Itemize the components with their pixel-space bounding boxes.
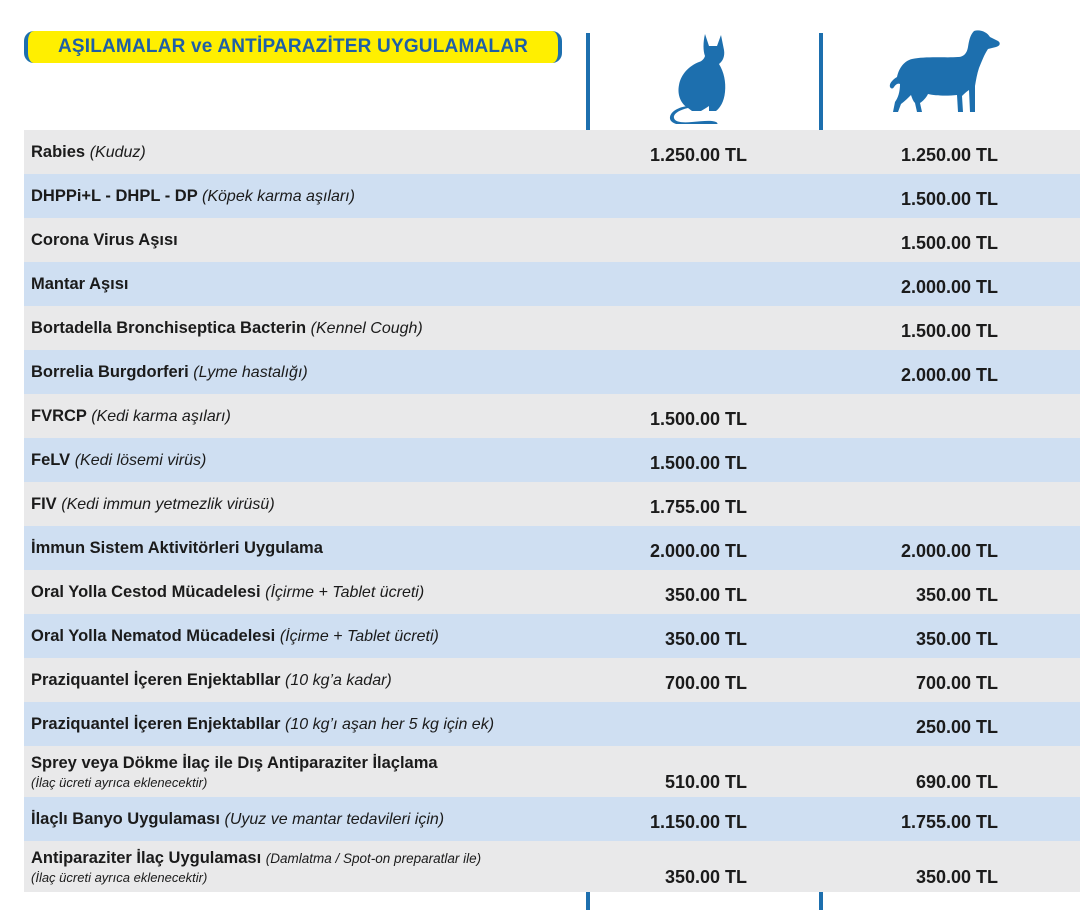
table-row <box>24 306 1080 350</box>
price-dog: 700.00 TL <box>915 673 998 693</box>
table-row <box>24 482 1080 526</box>
table-row <box>24 841 1080 892</box>
service-name: FVRCP <box>31 406 87 425</box>
table-row <box>24 746 1080 797</box>
price-dog: 350.00 TL <box>915 585 998 605</box>
price-table <box>24 130 1080 892</box>
price-cat: 1.500.00 TL <box>649 453 747 473</box>
service-line <box>31 810 591 829</box>
service-name: Borrelia Burgdorferi <box>31 362 189 381</box>
table-row <box>24 658 1080 702</box>
price-dog: 1.755.00 TL <box>900 812 998 832</box>
service-description <box>31 702 591 746</box>
table-row <box>24 394 1080 438</box>
service-note: (Kennel Cough) <box>310 319 423 337</box>
price-dog: 1.500.00 TL <box>900 189 998 209</box>
service-note: (Damlatma / Spot-on preparatlar ile) <box>265 850 482 866</box>
service-line <box>31 407 591 426</box>
table-row <box>24 438 1080 482</box>
service-description <box>31 797 591 841</box>
price-cat: 1.500.00 TL <box>649 409 747 429</box>
service-line <box>31 754 591 773</box>
table-row <box>24 350 1080 394</box>
price-dog: 350.00 TL <box>915 867 998 887</box>
price-dog: 2.000.00 TL <box>900 365 998 385</box>
service-description <box>31 746 591 797</box>
table-row <box>24 797 1080 841</box>
service-line <box>31 627 591 646</box>
price-cat: 350.00 TL <box>664 629 747 649</box>
service-line <box>31 451 591 470</box>
service-subnote: (İlaç ücreti ayrıca eklenecektir) <box>31 869 208 885</box>
table-row <box>24 702 1080 746</box>
service-description <box>31 841 591 892</box>
table-row <box>24 262 1080 306</box>
service-description <box>31 570 591 614</box>
price-cat: 510.00 TL <box>664 772 747 792</box>
service-name: Praziquantel İçeren Enjektabllar <box>31 714 281 733</box>
price-dog: 2.000.00 TL <box>900 277 998 297</box>
service-line <box>31 539 591 558</box>
service-name: Mantar Aşısı <box>31 274 129 293</box>
service-name: Antiparaziter İlaç Uygulaması <box>31 848 262 867</box>
service-line <box>31 495 591 514</box>
service-description <box>31 482 591 526</box>
price-cat: 1.150.00 TL <box>649 812 747 832</box>
table-row <box>24 570 1080 614</box>
price-cat: 1.250.00 TL <box>649 145 747 165</box>
service-name: FIV <box>31 494 57 513</box>
service-subnote: (İlaç ücreti ayrıca eklenecektir) <box>31 774 208 790</box>
page-title-text: AŞILAMALAR ve ANTİPARAZİTER UYGULAMALAR <box>57 36 529 57</box>
price-cat: 700.00 TL <box>664 673 747 693</box>
service-line <box>31 715 591 734</box>
service-description <box>31 658 591 702</box>
service-name: Corona Virus Aşısı <box>31 230 178 249</box>
page-title <box>24 31 562 63</box>
service-note: (Köpek karma aşıları) <box>202 187 355 205</box>
service-line <box>31 583 591 602</box>
service-line <box>31 275 591 294</box>
price-dog: 250.00 TL <box>915 717 998 737</box>
service-description <box>31 262 591 306</box>
service-name: Bortadella Bronchiseptica Bacterin <box>31 318 307 337</box>
price-dog: 1.500.00 TL <box>900 321 998 341</box>
cat-icon <box>668 32 730 124</box>
service-line <box>31 319 591 338</box>
price-dog: 2.000.00 TL <box>900 541 998 561</box>
service-line <box>31 363 591 382</box>
service-description <box>31 306 591 350</box>
dog-icon <box>886 28 1002 116</box>
table-row <box>24 614 1080 658</box>
service-description <box>31 350 591 394</box>
service-description <box>31 614 591 658</box>
price-dog: 1.250.00 TL <box>900 145 998 165</box>
price-dog: 1.500.00 TL <box>900 233 998 253</box>
service-description <box>31 394 591 438</box>
service-name: Oral Yolla Nematod Mücadelesi <box>31 626 276 645</box>
service-line <box>31 231 591 250</box>
service-line <box>31 849 591 868</box>
service-note: (10 kg’a kadar) <box>285 671 392 689</box>
service-note: (Kuduz) <box>89 143 146 161</box>
service-name: Sprey veya Dökme İlaç ile Dış Antiparaziter İlaçlama <box>31 753 438 772</box>
table-row <box>24 130 1080 174</box>
price-cat: 350.00 TL <box>664 867 747 887</box>
service-name: DHPPi+L - DHPL - DP <box>31 186 198 205</box>
table-row <box>24 174 1080 218</box>
table-row <box>24 526 1080 570</box>
table-row <box>24 218 1080 262</box>
service-line <box>31 143 591 162</box>
service-note: (Lyme hastalığı) <box>193 363 308 381</box>
price-cat: 2.000.00 TL <box>649 541 747 561</box>
service-name: Rabies <box>31 142 86 161</box>
price-dog: 690.00 TL <box>915 772 998 792</box>
service-name: FeLV <box>31 450 71 469</box>
service-description <box>31 218 591 262</box>
service-line <box>31 671 591 690</box>
service-note: (10 kg’ı aşan her 5 kg için ek) <box>285 715 495 733</box>
service-note: (Kedi lösemi virüs) <box>74 451 207 469</box>
service-note: (İçirme + Tablet ücreti) <box>265 583 425 601</box>
price-cat: 350.00 TL <box>664 585 747 605</box>
service-description <box>31 130 591 174</box>
service-name: İlaçlı Banyo Uygulaması <box>31 809 220 828</box>
service-description <box>31 526 591 570</box>
service-name: Praziquantel İçeren Enjektabllar <box>31 670 281 689</box>
service-name: Oral Yolla Cestod Mücadelesi <box>31 582 261 601</box>
service-note: (İçirme + Tablet ücreti) <box>279 627 439 645</box>
service-description <box>31 174 591 218</box>
service-description <box>31 438 591 482</box>
service-note: (Kedi karma aşıları) <box>91 407 231 425</box>
service-name: İmmun Sistem Aktivitörleri Uygulama <box>31 538 323 557</box>
service-note: (Uyuz ve mantar tedavileri için) <box>224 810 445 828</box>
service-note: (Kedi immun yetmezlik virüsü) <box>61 495 275 513</box>
service-line <box>31 187 591 206</box>
price-dog: 350.00 TL <box>915 629 998 649</box>
price-cat: 1.755.00 TL <box>649 497 747 517</box>
